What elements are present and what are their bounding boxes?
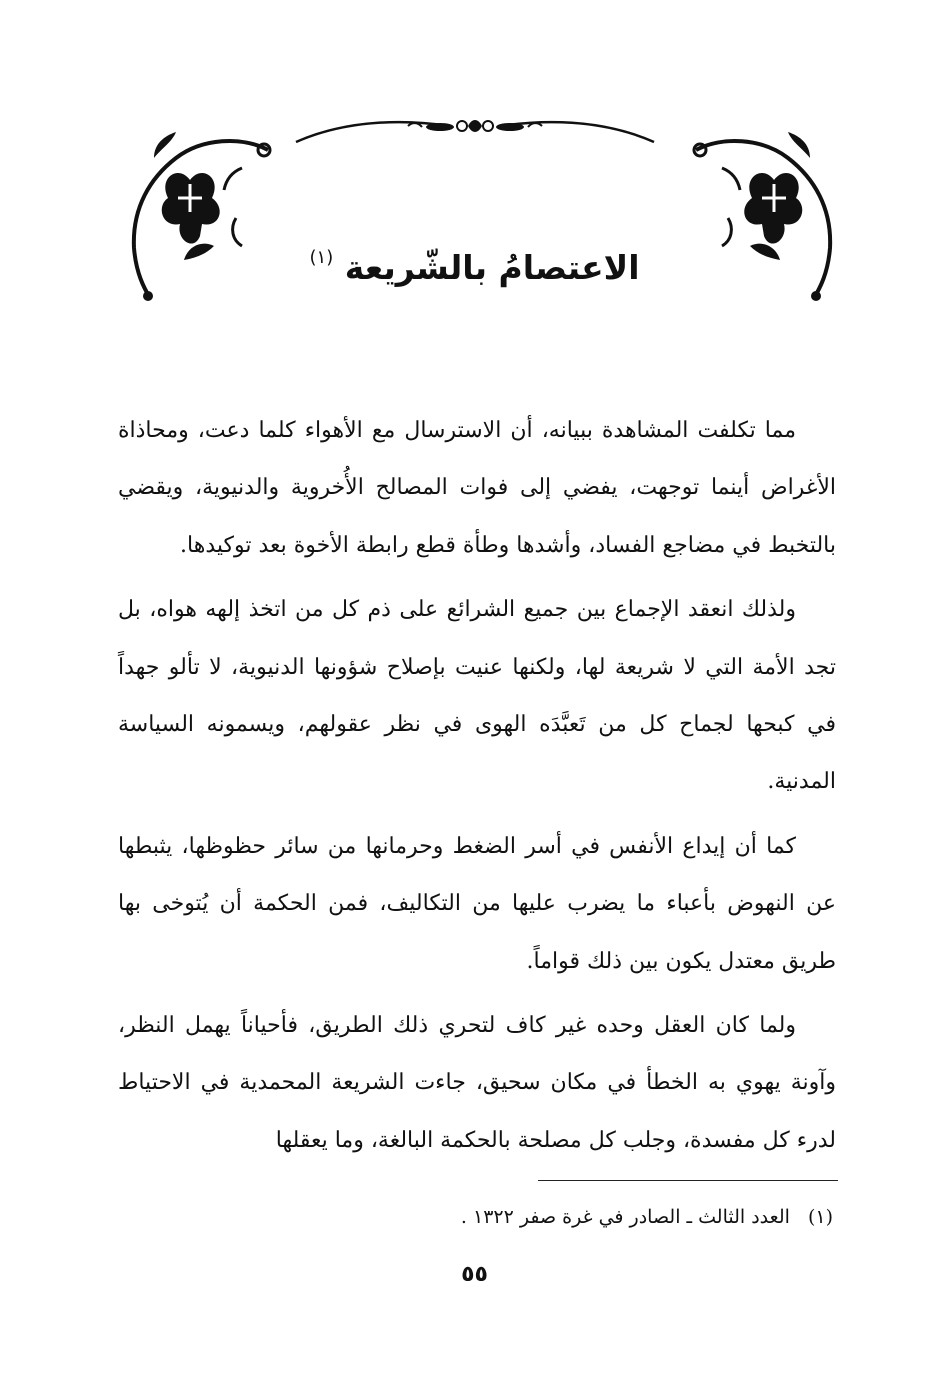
footnote-divider	[538, 1180, 838, 1181]
footnote-marker: (١)	[807, 1206, 833, 1228]
paragraph-2: ولذلك انعقد الإجماع بين جميع الشرائع على ذم كل من اتخذ إلهه هواه، بل تجد الأمة التي لا شريعة لها، ولكنها عنيت بإصلاح شؤونها الدنيوية، لا تألو جهداً في كبحها لجماح كل من تَعبَّدَه الهوى في نظر عقولهم، ويسمونه السياسة المدنية.	[118, 597, 836, 795]
top-flourish-ornament	[290, 112, 660, 148]
footnote	[113, 1202, 833, 1232]
paragraph-4: ولما كان العقل وحده غير كاف لتحري ذلك الطريق، فأحياناً يهمل النظر، وآونة يهوي به الخطأ في مكان سحيق، جاءت الشريعة المحمدية في الاحتياط لدرء كل مفسدة، وجلب كل مصلحة بالحكمة البالغة، وما يعقلها	[118, 1013, 836, 1153]
footnote-text: العدد الثالث ـ الصادر في غرة صفر ١٣٢٢ .	[460, 1206, 790, 1228]
page-number: ٥٥	[461, 1262, 488, 1287]
paragraph-3: كما أن إيداع الأنفس في أسر الضغط وحرمانها من سائر حظوظها، يثبطها عن النهوض بأعباء ما يضرب عليها من التكاليف، فمن الحكمة أن يُتوخى بها طريق معتدل يكون بين ذلك قواماً.	[118, 833, 836, 974]
page-title	[0, 228, 949, 298]
paragraph-1: مما تكلفت المشاهدة ببيانه، أن الاسترسال مع الأهواء كلما دعت، ومحاذاة الأغراض أينما توجهت، يفضي إلى فوات المصالح الأُخروية والدنيوية، ويقضي بالتخبط في مضاجع الفساد، وأشدها وطأة قطع رابطة الأخوة بعد توكيدها.	[118, 418, 836, 558]
title-footnote-marker: (١)	[309, 247, 334, 268]
article-body	[118, 402, 836, 1176]
title-text: الاعتصامُ بالشّريعة	[344, 248, 640, 287]
